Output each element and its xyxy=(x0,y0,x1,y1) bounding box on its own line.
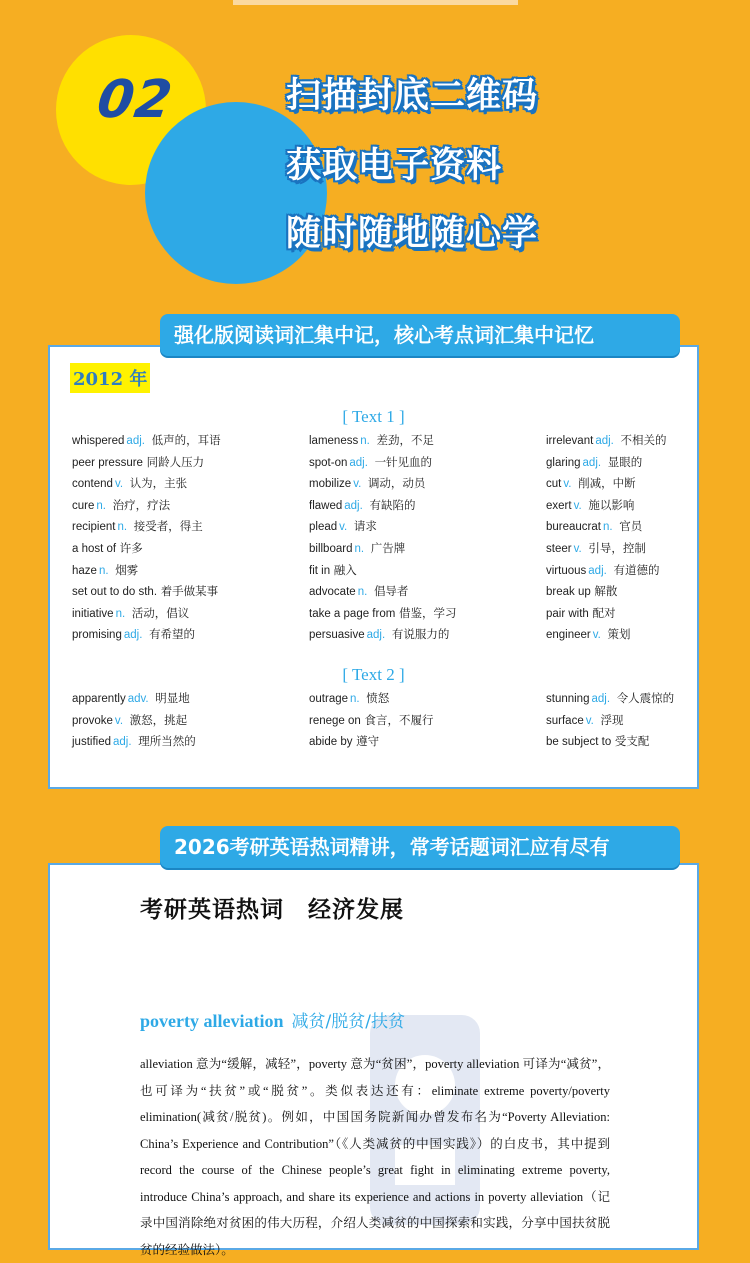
vocab-item xyxy=(72,452,272,474)
vocab-word: initiative xyxy=(72,607,114,620)
vocab-meaning: 融入 xyxy=(333,562,357,577)
vocab-section-tag: 强化版阅读词汇集中记，核心考点词汇集中记忆 xyxy=(160,314,680,356)
vocab-pos: adj. xyxy=(588,564,607,577)
vocab-item xyxy=(546,516,746,538)
vocab-item xyxy=(72,603,272,625)
vocab-meaning: 理所当然的 xyxy=(138,734,196,749)
vocab-meaning: 广告牌 xyxy=(370,540,406,555)
vocab-word: justified xyxy=(72,736,111,749)
vocab-meaning: 活动，倡议 xyxy=(131,605,190,620)
vocab-word: mobilize xyxy=(309,478,352,491)
vocab-word: bureaucrat xyxy=(546,521,601,534)
vocab-item xyxy=(309,452,509,474)
vocab-item xyxy=(309,430,509,452)
vocab-meaning: 激怒，挑起 xyxy=(129,712,188,727)
vocab-word: advocate xyxy=(309,586,356,599)
vocab-pos: adj. xyxy=(582,456,602,469)
text1-col-2 xyxy=(309,430,509,646)
vocab-meaning: 令人震惊的 xyxy=(616,691,675,705)
vocab-item xyxy=(546,688,746,710)
text1-col-1 xyxy=(72,430,272,646)
vocab-pos: n. xyxy=(115,607,126,620)
vocab-pos: adj. xyxy=(349,456,368,469)
vocab-item xyxy=(546,452,746,474)
vocab-word: outrage xyxy=(309,693,349,705)
vocab-meaning: 不相关的 xyxy=(620,433,667,447)
vocab-meaning: 受支配 xyxy=(614,734,650,749)
vocab-pos: n. xyxy=(357,586,368,599)
hotword-panel xyxy=(48,863,699,1257)
vocab-pos: v. xyxy=(353,478,362,491)
vocab-pos: adj. xyxy=(591,693,611,705)
vocab-pos: n. xyxy=(350,693,360,705)
term-heading xyxy=(140,1007,405,1032)
vocab-item xyxy=(309,560,509,582)
vocab-meaning: 请求 xyxy=(353,519,377,534)
vocab-item xyxy=(309,710,509,732)
vocab-meaning: 烟雾 xyxy=(115,562,139,577)
vocab-meaning: 一针见血的 xyxy=(374,454,433,469)
text2-heading: [ Text 2 ] xyxy=(342,665,405,684)
text1-col-3 xyxy=(546,430,746,646)
vocab-meaning: 官员 xyxy=(619,519,643,534)
vocab-word: break up xyxy=(546,586,591,599)
vocab-meaning: 施以影响 xyxy=(588,497,635,512)
vocab-item xyxy=(546,603,746,625)
vocab-word: spot-on xyxy=(309,456,348,469)
vocab-word: pair with xyxy=(546,607,589,620)
vocab-item xyxy=(546,710,746,732)
vocab-item xyxy=(72,516,272,538)
vocab-item xyxy=(546,731,746,753)
vocab-meaning: 遵守 xyxy=(356,734,380,749)
vocab-pos: v. xyxy=(573,499,582,512)
term-en: poverty alleviation xyxy=(140,1011,284,1031)
vocab-meaning: 愤怒 xyxy=(366,691,390,705)
text2-col-2 xyxy=(309,688,509,753)
vocab-item xyxy=(72,495,272,517)
vocab-word: irrelevant xyxy=(546,435,594,447)
vocab-word: stunning xyxy=(546,693,590,705)
vocab-pos: v. xyxy=(339,521,348,534)
vocab-word: lameness xyxy=(309,435,359,447)
vocab-panel xyxy=(48,345,699,789)
vocab-item xyxy=(72,560,272,582)
vocab-pos: adj. xyxy=(595,435,614,447)
term-explanation: alleviation 意为“缓解，减轻”，poverty 意为“贫困”，poverty alleviation 可译为“减贫”，也可译为“扶贫”或“脱贫”。类似表达还有：eliminate extreme poverty/poverty elimination(减贫/脱贫)。例如，中国国务院新闻办曾发布名为“Poverty Alleviation: China’s Experience and Contribution”（《人类减贫的中国实践》）的白皮书，其中提到 record the course of the Chinese people’s great fight in eliminating extreme poverty, introduce China’s approach, and share its experience and actions in poverty alleviation（记录中国消除绝对贫困的伟大历程，介绍人类减贫的中国探索和实践，分享中国扶贫脱贫的经验做法）。 xyxy=(140,1057,610,1257)
vocab-pos: v. xyxy=(585,714,594,727)
vocab-meaning: 许多 xyxy=(119,540,143,555)
vocab-word: take a page from xyxy=(309,607,396,620)
text2-col-3 xyxy=(546,688,746,753)
text2-col-1 xyxy=(72,688,272,753)
vocab-word: abide by xyxy=(309,736,353,749)
hotword-title: 考研英语热词 经济发展 xyxy=(140,897,404,923)
vocab-meaning: 认为，主张 xyxy=(129,476,188,491)
vocab-item xyxy=(309,688,509,710)
vocab-word: promising xyxy=(72,629,122,642)
vocab-word: steer xyxy=(546,542,572,555)
vocab-word: renege on xyxy=(309,714,361,727)
top-decor-strip xyxy=(233,0,518,5)
vocab-word: surface xyxy=(546,714,584,727)
vocab-item xyxy=(546,495,746,517)
vocab-word: provoke xyxy=(72,714,113,727)
vocab-meaning: 明显地 xyxy=(155,691,190,705)
year-label: 2012 年 xyxy=(70,363,150,393)
vocab-word: glaring xyxy=(546,456,581,469)
vocab-pos: adj. xyxy=(366,629,386,642)
vocab-word: persuasive xyxy=(309,629,365,642)
vocab-meaning: 有道德的 xyxy=(613,562,660,577)
vocab-meaning: 浮现 xyxy=(600,712,624,727)
vocab-pos: v. xyxy=(573,542,582,555)
vocab-meaning: 显眼的 xyxy=(607,454,643,469)
vocab-pos: adj. xyxy=(113,736,132,749)
vocab-item xyxy=(309,538,509,560)
vocab-item xyxy=(546,581,746,603)
vocab-meaning: 有说服力的 xyxy=(391,627,450,642)
vocab-word: fit in xyxy=(309,564,331,577)
vocab-pos: n. xyxy=(117,521,128,534)
vocab-item xyxy=(309,624,509,646)
term-zh: 减贫/脱贫/扶贫 xyxy=(291,1012,405,1032)
vocab-word: haze xyxy=(72,564,97,577)
vocab-word: be subject to xyxy=(546,736,612,749)
vocab-meaning: 同龄人压力 xyxy=(146,454,205,469)
vocab-word: plead xyxy=(309,521,338,534)
vocab-word: cut xyxy=(546,478,562,491)
vocab-meaning: 低声的，耳语 xyxy=(151,433,221,447)
hero-line-1: 扫描封底二维码 xyxy=(286,76,539,116)
vocab-meaning: 有缺陷的 xyxy=(369,497,416,512)
vocab-item xyxy=(72,710,272,732)
hero-line-2: 获取电子资料 xyxy=(286,146,503,186)
vocab-pos: v. xyxy=(114,714,124,727)
text1-heading: [ Text 1 ] xyxy=(342,407,405,426)
vocab-meaning: 倡导者 xyxy=(373,584,409,599)
vocab-item xyxy=(72,624,272,646)
vocab-pos: n. xyxy=(96,499,106,512)
vocab-pos: v. xyxy=(592,629,601,642)
vocab-word: set out to do sth. xyxy=(72,586,158,599)
vocab-word: recipient xyxy=(72,521,116,534)
vocab-meaning: 削减，中断 xyxy=(578,476,636,491)
vocab-word: engineer xyxy=(546,629,591,642)
vocab-item xyxy=(72,581,272,603)
vocab-item xyxy=(309,495,509,517)
vocab-item xyxy=(309,603,509,625)
vocab-item xyxy=(546,624,746,646)
vocab-word: virtuous xyxy=(546,564,587,577)
vocab-word: exert xyxy=(546,499,572,512)
vocab-meaning: 引导，控制 xyxy=(588,540,646,555)
vocab-pos: n. xyxy=(98,564,109,577)
vocab-item xyxy=(309,731,509,753)
vocab-pos: v. xyxy=(563,478,572,491)
vocab-word: flawed xyxy=(309,499,343,512)
vocab-word: cure xyxy=(72,499,95,512)
vocab-word: a host of xyxy=(72,542,117,555)
vocab-pos: adj. xyxy=(344,499,363,512)
vocab-item xyxy=(72,473,272,495)
vocab-item xyxy=(546,560,746,582)
vocab-word: whispered xyxy=(72,435,125,447)
hotword-section-tag: 2026考研英语热词精讲，常考话题词汇应有尽有 xyxy=(160,826,680,868)
hero-line-3: 随时随地随心学 xyxy=(286,214,539,254)
vocab-pos: n. xyxy=(602,521,613,534)
vocab-pos: adj. xyxy=(126,435,145,447)
vocab-meaning: 差劲，不足 xyxy=(376,433,434,447)
vocab-item xyxy=(309,473,509,495)
vocab-meaning: 配对 xyxy=(592,605,616,620)
vocab-pos: adv. xyxy=(127,693,149,705)
vocab-meaning: 着手做某事 xyxy=(160,584,219,599)
vocab-item xyxy=(72,538,272,560)
step-number: 02 xyxy=(93,70,177,130)
vocab-meaning: 调动，动员 xyxy=(367,476,426,491)
vocab-meaning: 治疗，疗法 xyxy=(112,497,171,512)
vocab-item xyxy=(309,516,509,538)
vocab-meaning: 有希望的 xyxy=(149,627,196,642)
vocab-item xyxy=(546,538,746,560)
vocab-pos: n. xyxy=(354,542,365,555)
vocab-item xyxy=(72,688,272,710)
vocab-word: billboard xyxy=(309,542,353,555)
vocab-pos: n. xyxy=(360,435,370,447)
vocab-item xyxy=(309,581,509,603)
vocab-word: apparently xyxy=(72,693,126,705)
vocab-meaning: 食言，不履行 xyxy=(364,712,434,727)
vocab-item xyxy=(546,430,746,452)
vocab-item xyxy=(546,473,746,495)
vocab-meaning: 接受者，得主 xyxy=(133,519,203,534)
vocab-meaning: 策划 xyxy=(607,627,631,642)
vocab-word: contend xyxy=(72,478,113,491)
vocab-word: peer pressure xyxy=(72,456,143,469)
vocab-pos: v. xyxy=(114,478,124,491)
vocab-item xyxy=(72,731,272,753)
vocab-item xyxy=(72,430,272,452)
vocab-meaning: 解散 xyxy=(594,584,618,599)
vocab-meaning: 借鉴，学习 xyxy=(398,605,457,620)
vocab-pos: adj. xyxy=(123,629,143,642)
